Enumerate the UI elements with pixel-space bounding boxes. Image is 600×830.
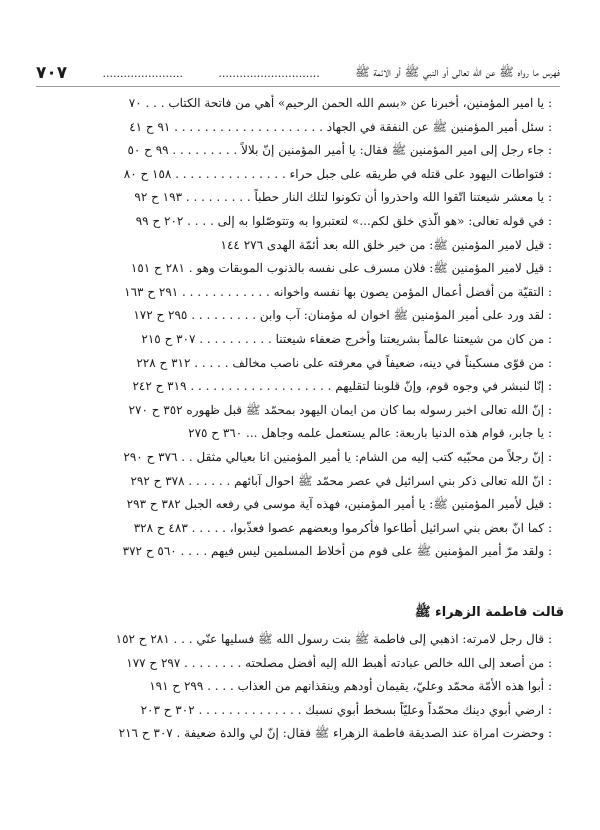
index-entry: : قيل لامير المؤمنين ﷺ: من خير خلق الله بعد أئمّة الهدى ٢٧٦ ١٤٤ <box>220 237 552 252</box>
index-entry: : فتواطات اليهود على قتله في طريقه على جبل حراء . . . . . . . . . . . . . . . ١٥٨ ح ٨٠ <box>123 166 552 181</box>
index-entry: : يا معشر شيعتنا اتّقوا الله واحذروا أن تكونوا لتلك النار حطباً . . . . . . . . . ١٩٣ ح ٩٢ <box>134 190 552 205</box>
header-dots-left: ....................... <box>102 66 183 80</box>
index-entry: : من قوّى مسكيناً في دينه، ضعيفاً في معرفته على ناصب مخالف . . . . . ٣١٢ ح ٢٢٨ <box>136 355 552 370</box>
index-entry: : إنّ الله تعالى اخبر رسوله بما كان من ايمان اليهود بمحمّد ﷺ قبل ظهوره ٣٥٢ ح ٢٧٠ <box>128 402 552 417</box>
index-entry: : يا امير المؤمنين، أخبرنا عن «بسم الله الحمن الرحيم» أهي من فاتحة الكتاب . . . ٧٠ <box>128 96 552 110</box>
index-entry: : إنّا لنبشر في وجوه قوم، وإنّ قلوبنا لتقليهم . . . . . . . . . . . . . . . . . . . ٣١٩ ح ٢٤٢ <box>132 379 552 394</box>
index-entry: : من كان من شيعتنا عالماً بشريعتنا وأخرج ضعفاء شيعتنا . . . . . . . . . . ٣٠٧ ح ٢١٥ <box>141 331 552 346</box>
index-entry: : انّ الله تعالى ذكر بني اسرائيل في عصر محمّد ﷺ احوال آبائهم . . . . . . ٣٧٨ ح ٢٩٢ <box>130 473 552 488</box>
index-entry: : لقد ورد على أمير المؤمنين ﷺ اخوان له مؤمنان: آب وابن . . . . . . . . . ٢٩٥ ح ١٧٢ <box>133 308 552 323</box>
index-entry: : إنّ رجلاً من محبّيه كتب إليه من الشام: يا أمير المؤمنين انا بعيالي مثقل . . ٣٧٦ ح ٢٩٠ <box>123 449 552 464</box>
page-header <box>36 62 560 84</box>
index-entry: : التقيّة من أفضل أعمال المؤمن يصون بها نفسه واخوانه . . . . . . . . . . . . ٢٩١ ح ١٦٣ <box>124 284 552 299</box>
section-heading: قالت فاطمة الزهراء ﷺ <box>414 605 564 620</box>
index-list <box>52 92 552 564</box>
index-entry: : يا جابر، قوام هذه الدنيا باربعة: عالم يستعمل علمه وجاهل ... ٣٦٠ ح ٢٧٥ <box>188 426 552 441</box>
running-title: فهرس ما رواه ﷺ عن الله تعالى أو النبي ﷺ أو الائمة ﷺ <box>355 64 560 79</box>
page-number: ٧٠٧ <box>36 63 68 83</box>
index-entry: : جاء رجل إلى امير المؤمنين ﷺ فقال: يا أمير المؤمنين إنّ بلالاً . . . . . . . . . ٩٩ ح ٥٠ <box>127 143 552 158</box>
index-entry: : كما انّ بعض بني اسرائيل أطاعوا فأكرموا وبعضهم عصوا فعذّبوا، . . . . . ٤٨٣ ح ٣٢٨ <box>133 520 552 535</box>
index-entry: : سئل أمير المؤمنين ﷺ عن النفقة في الجهاد . . . . . . . . . . . . . . . . . . . . ٩١ ح ٤١ <box>129 119 552 134</box>
index-entry: : أبوا هذه الأمّة محمّد وعليّ، يقيمان أودهم وينقذانهم من العذاب . . . . ٢٩٩ ح ١٩١ <box>149 679 552 694</box>
header-dots: ............................. <box>218 66 320 80</box>
index-entry: : وحضرت امراة عند الصديقة فاطمة الزهراء ﷺ فقال: إنّ لي والدة ضعيفة . ٣٠٧ ح ٢١٦ <box>118 726 552 741</box>
index-entry: : ولقد مرّ أمير المؤمنين ﷺ على قوم من أخلاط المسلمين ليس فيهم . . . . ٥٦٠ ح ٣٧٢ <box>122 544 552 559</box>
index-entry: : قيل لامير المؤمنين ﷺ: فلان مسرف على نفسه بالذنوب الموبقات وهو . ٢٨١ ح ١٥١ <box>130 261 552 276</box>
index-entry: : قال رجل لامرته: اذهبي إلى فاطمة ﷺ بنت رسول الله ﷺ فسليها عنّي . . . ٢٨١ ح ١٥٢ <box>115 632 552 646</box>
index-list-section-2 <box>52 628 552 746</box>
index-entry: : ارضي أبوي دينك محمّداً وعليّاً بسخط أبوي نسبك . . . . . . . . . . . . . . ٣٠٢ ح ٢٠٣ <box>140 702 552 717</box>
index-entry: : في قوله تعالى: «هو الّذي خلق لكم...» لتعتبروا به وتتوصّلوا به إلى . . . . ٢٠٢ ح ٩٩ <box>135 213 552 228</box>
header-rule <box>36 86 560 87</box>
index-entry: : من أصعد إلى الله خالص عبادته أهبط الله إليه أفضل مصلحته . . . . . . . . ٢٩٧ ح ١٧٧ <box>126 655 552 670</box>
index-entry: : قيل لأمير المؤمنين ﷺ: يا أمير المؤمنين، فهذه آية موسى في رفعه الجبل ٣٨٢ ح ٢٩٣ <box>126 497 552 512</box>
